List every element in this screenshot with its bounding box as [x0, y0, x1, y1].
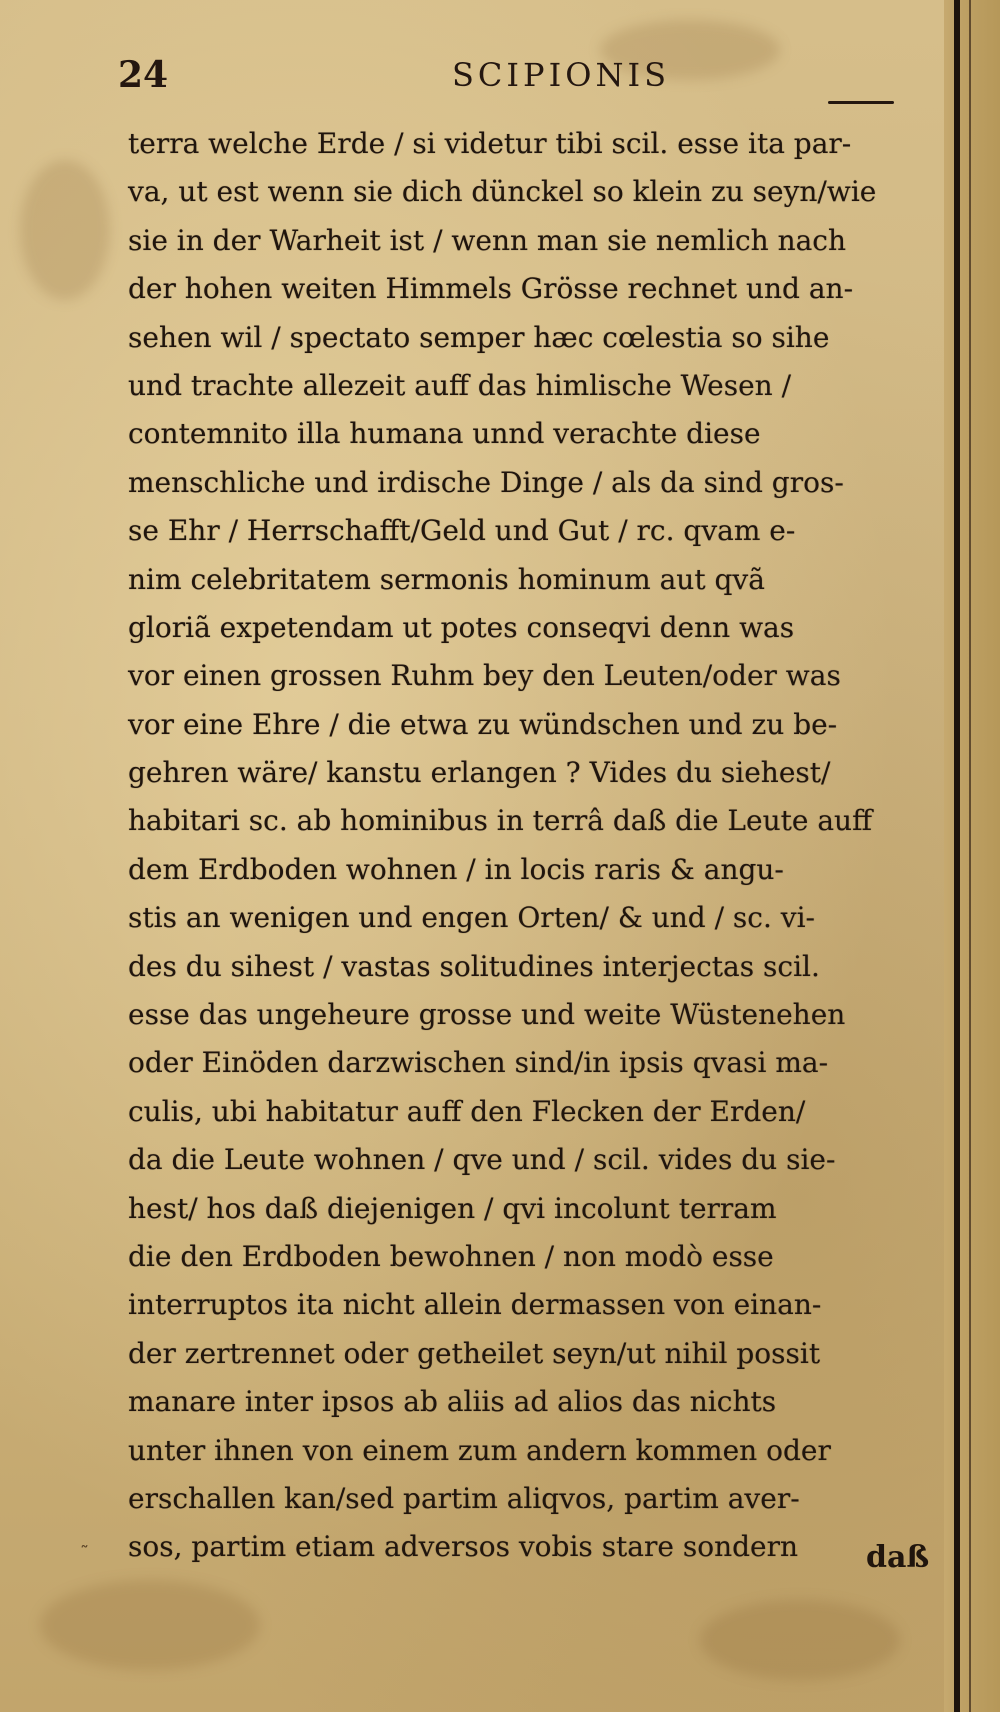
text-line: erschallen kan/sed partim aliqvos, partim aver- — [128, 1481, 800, 1515]
text-line: sie in der Warheit ist / wenn man sie nemlich nach — [128, 223, 847, 257]
text-line: se Ehr / Herrschafft/Geld und Gut / rc. qvam e- — [128, 514, 796, 548]
paper-stain — [20, 160, 110, 300]
header-ornament — [828, 101, 894, 104]
text-line: hest/ hos daß diejenigen / qvi incolunt terram — [128, 1191, 777, 1225]
text-line: sehen wil / spectato semper hæc cœlestia so sihe — [128, 320, 830, 354]
text-line: die den Erdboden bewohnen / non modò esse — [128, 1239, 774, 1273]
text-line: contemnito illa humana unnd verachte diese — [128, 417, 761, 451]
text-line: esse das ungeheure grosse und weite Wüstenehen — [128, 998, 846, 1032]
catchword: daß — [866, 1540, 930, 1575]
text-line: terra welche Erde / si videtur tibi scil. esse ita par- — [128, 127, 852, 160]
text-line: gehren wäre/ kanstu erlangen ? Vides du siehest/ — [128, 756, 831, 790]
text-line: unter ihnen von einem zum andern kommen oder — [128, 1433, 831, 1467]
text-line: interruptos ita nicht allein dermassen von einan- — [128, 1288, 822, 1322]
text-line: des du sihest / vastas solitudines interjectas scil. — [128, 949, 820, 983]
margin-mark: ˷ — [80, 1528, 89, 1549]
running-head: SCIPIONIS — [452, 56, 671, 94]
text-line: gloriã expetendam ut potes conseqvi denn was — [128, 610, 795, 644]
paper-stain — [700, 1600, 900, 1680]
page-number: 24 — [118, 54, 169, 96]
text-line: culis, ubi habitatur auff den Flecken der Erden/ — [128, 1094, 806, 1128]
text-line: nim celebritatem sermonis hominum aut qvã — [128, 562, 765, 596]
page-edge — [944, 0, 1000, 1712]
body-text — [128, 120, 918, 1572]
text-line: manare inter ipsos ab aliis ad alios das nichts — [128, 1385, 777, 1419]
text-line: habitari sc. ab hominibus in terrâ daß die Leute auff — [128, 804, 872, 838]
text-line: der zertrennet oder getheilet seyn/ut nihil possit — [128, 1336, 821, 1370]
text-line: und trachte allezeit auff das himlische Wesen / — [128, 368, 792, 402]
text-line: menschliche und irdische Dinge / als da sind gros- — [128, 465, 844, 499]
text-line: va, ut est wenn sie dich dünckel so klein zu seyn/wie — [128, 175, 877, 209]
frame-rule — [954, 0, 960, 1712]
text-line: stis an wenigen und engen Orten/ & und / sc. vi- — [128, 901, 816, 935]
text-line: der hohen weiten Himmels Grösse rechnet und an- — [128, 272, 854, 306]
text-line: da die Leute wohnen / qve und / scil. vides du sie- — [128, 1143, 836, 1177]
paper-stain — [40, 1580, 260, 1670]
text-line: dem Erdboden wohnen / in locis raris & angu- — [128, 852, 784, 886]
text-line: oder Einöden darzwischen sind/in ipsis qvasi ma- — [128, 1046, 829, 1080]
text-line: vor eine Ehre / die etwa zu wündschen und zu be- — [128, 707, 838, 741]
page-header — [118, 54, 908, 110]
text-line: vor einen grossen Ruhm bey den Leuten/oder was — [128, 659, 841, 693]
frame-rule-inner — [969, 0, 971, 1712]
text-line: sos, partim etiam adversos vobis stare sondern — [128, 1530, 799, 1564]
